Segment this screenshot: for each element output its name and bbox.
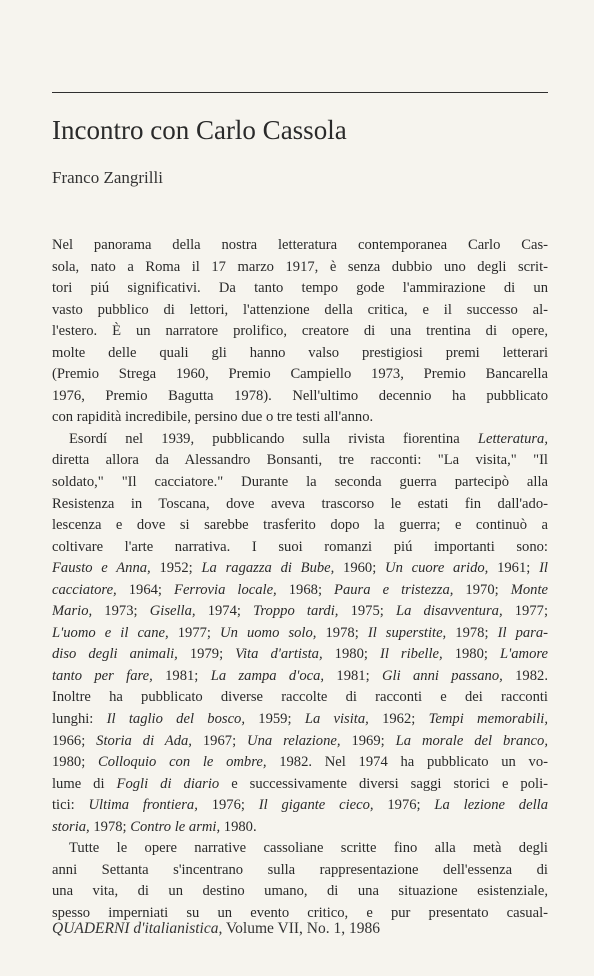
text-run: 1980; — [52, 754, 98, 771]
title-reference: Il para- — [497, 624, 548, 641]
paragraph — [52, 429, 548, 838]
text-run: e successivamente diversi saggi storici e poli- — [219, 775, 548, 792]
title-reference: Letteratura, — [477, 430, 548, 447]
title-reference: Il superstite, — [367, 624, 447, 641]
text-line — [52, 472, 548, 494]
title-reference: Un uomo solo, — [220, 624, 317, 641]
text-run: 1977; — [502, 603, 548, 620]
text-run: 1981; — [152, 667, 211, 684]
text-line — [52, 838, 548, 860]
text-line — [52, 644, 548, 666]
text-run: Resistenza in Toscana, dove aveva trascorso le estati fin dall'ado- — [52, 495, 548, 512]
text-run: 1974; — [195, 603, 254, 620]
title-reference: Gli anni passano, — [382, 667, 503, 684]
text-run: 1980; — [442, 646, 500, 663]
text-run: 1980; — [322, 646, 380, 663]
text-line — [52, 817, 548, 839]
article-author: Franco Zangrilli — [52, 168, 163, 187]
text-run: Inoltre ha pubblicato diverse raccolte di racconti e dei racconti — [52, 689, 548, 706]
text-run: 1975; — [338, 603, 396, 620]
title-reference: Storia di Ada, — [96, 732, 192, 749]
text-line — [52, 321, 548, 343]
title-reference: Il taglio del bosco, — [106, 711, 245, 728]
title-reference: La disavventura, — [395, 603, 503, 620]
title-reference: Il ribelle, — [379, 646, 443, 663]
text-run: con rapidità incredibile, persino due o tre testi all'anno. — [52, 409, 374, 426]
text-line — [52, 795, 548, 817]
text-line — [52, 601, 548, 623]
text-line — [52, 687, 548, 709]
text-run: 1976, Premio Bagutta 1978). Nell'ultimo decennio ha pubblicato — [52, 387, 548, 404]
text-run: coltivare l'arte narrativa. I suoi romanzi piú importanti sono: — [52, 538, 548, 555]
text-run: 1977; — [168, 624, 221, 641]
text-line — [52, 774, 548, 796]
text-line — [52, 731, 548, 753]
text-run: 1966; — [52, 732, 97, 749]
title-reference: Monte — [510, 581, 548, 598]
title-reference: Gisella, — [149, 603, 196, 620]
text-run: 1952; — [150, 560, 202, 577]
text-run: soldato," "Il cacciatore." Durante la seconda guerra partecipò alla — [52, 474, 548, 491]
text-line — [52, 881, 548, 903]
title-reference: La lezione della — [434, 797, 548, 814]
text-run: Esordí nel 1939, pubblicando sulla rivista fiorentina — [69, 430, 478, 447]
text-run: 1976; — [197, 797, 259, 814]
text-line — [52, 860, 548, 882]
title-reference: Fogli di diario — [116, 775, 220, 792]
text-run: 1961; — [488, 560, 540, 577]
text-line — [52, 494, 548, 516]
title-reference: diso degli animali, — [52, 646, 178, 663]
text-run: 1981; — [324, 667, 382, 684]
text-line — [52, 364, 548, 386]
text-line — [52, 407, 548, 429]
text-line — [52, 558, 548, 580]
article-title: Incontro con Carlo Cassola — [52, 115, 347, 145]
text-run: tori piú significativi. Da tanto tempo gode l'ammirazione di un — [52, 280, 548, 297]
title-reference: Il gigante cieco, — [258, 797, 374, 814]
text-line — [52, 580, 548, 602]
title-reference: La morale del branco, — [395, 732, 548, 749]
article-body — [52, 235, 548, 925]
title-reference: La ragazza di Bube, — [201, 560, 335, 577]
text-run: 1978; — [446, 624, 498, 641]
text-line — [52, 515, 548, 537]
title-reference: Colloquio con le ombre, — [97, 754, 267, 771]
title-reference: Una relazione, — [247, 732, 341, 749]
text-run: 1968; — [276, 581, 335, 598]
text-run: lescenza e dove si sarebbe trasferito dopo la guerra; e continuò a — [52, 517, 548, 534]
text-run: 1973; — [92, 603, 150, 620]
text-line — [52, 450, 548, 472]
text-run: 1978; — [89, 818, 131, 835]
header-rule — [52, 92, 548, 93]
text-run: 1982. Nel 1974 ha pubblicato un vo- — [266, 754, 548, 771]
text-run: 1978; — [316, 624, 368, 641]
text-run: molte delle quali gli hanno valso prestigiosi premi letterari — [52, 344, 548, 361]
text-line — [52, 537, 548, 559]
text-run: Tutte le opere narrative cassoliane scritte fino alla metà degli — [69, 840, 548, 857]
text-run: vasto pubblico di lettori, l'attenzione della critica, e il successo al- — [52, 301, 548, 318]
journal-details: Volume VII, No. 1, 1986 — [222, 920, 380, 937]
paragraph — [52, 838, 548, 924]
text-run: 1962; — [368, 711, 429, 728]
journal-name-rest: d'italianistica, — [129, 920, 223, 937]
title-reference: La zampa d'oca, — [210, 667, 325, 684]
title-reference: Paura e tristezza, — [334, 581, 454, 598]
text-line — [52, 235, 548, 257]
text-run: spesso imperniati su un evento critico, e pur presentato casual- — [52, 904, 548, 921]
text-run: 1960; — [334, 560, 386, 577]
text-run: 1979; — [177, 646, 236, 663]
text-run: anni Settanta s'incentrano sulla rappresentazione dell'essenza di — [52, 861, 548, 878]
text-run: 1967; — [191, 732, 248, 749]
text-line — [52, 623, 548, 645]
journal-citation — [52, 919, 380, 939]
text-run: (Premio Strega 1960, Premio Campiello 1973, Premio Bancarella — [52, 366, 548, 383]
text-line — [52, 386, 548, 408]
text-line — [52, 300, 548, 322]
text-run: diretta allora da Alessandro Bonsanti, tre racconti: "La visita," "Il — [52, 452, 548, 469]
title-reference: L'uomo e il cane, — [52, 624, 169, 641]
text-run: lunghi: — [52, 711, 107, 728]
text-run: una vita, di un destino umano, di una situazione esistenziale, — [52, 883, 548, 900]
title-reference: Mario, — [52, 603, 93, 620]
title-reference: La visita, — [304, 711, 369, 728]
title-reference: L'amore — [500, 646, 548, 663]
journal-name: QUADERNI — [52, 920, 130, 937]
title-reference: Il — [539, 560, 548, 577]
text-run: 1976; — [373, 797, 435, 814]
title-reference: Contro le armi, — [130, 818, 221, 835]
text-run: 1970; — [453, 581, 511, 598]
text-run: sola, nato a Roma il 17 marzo 1917, è senza dubbio uno degli scrit- — [52, 258, 548, 275]
title-reference: Troppo tardi, — [253, 603, 339, 620]
title-reference: Tempi memorabili, — [428, 711, 548, 728]
text-run: 1982. — [502, 667, 548, 684]
text-run: tici: — [52, 797, 89, 814]
title-reference: cacciatore, — [52, 581, 117, 598]
title-reference: Un cuore arido, — [385, 560, 489, 577]
text-run: 1980. — [220, 818, 257, 835]
text-line — [52, 752, 548, 774]
title-reference: tanto per fare, — [52, 667, 153, 684]
text-line — [52, 666, 548, 688]
paragraph — [52, 235, 548, 429]
text-line — [52, 709, 548, 731]
text-run: l'estero. È un narratore prolifico, creatore di una trentina di opere, — [52, 323, 548, 340]
title-reference: Ultima frontiera, — [88, 797, 198, 814]
text-run: 1959; — [245, 711, 305, 728]
text-line — [52, 429, 548, 451]
text-line — [52, 257, 548, 279]
text-run: lume di — [52, 775, 117, 792]
text-line — [52, 278, 548, 300]
text-line — [52, 343, 548, 365]
title-reference: storia, — [52, 818, 90, 835]
title-reference: Ferrovia locale, — [174, 581, 277, 598]
title-reference: Fausto e Anna, — [52, 560, 151, 577]
text-run: 1964; — [116, 581, 175, 598]
text-run: Nel panorama della nostra letteratura contemporanea Carlo Cas- — [52, 237, 548, 253]
title-reference: Vita d'artista, — [235, 646, 323, 663]
text-run: 1969; — [340, 732, 396, 749]
